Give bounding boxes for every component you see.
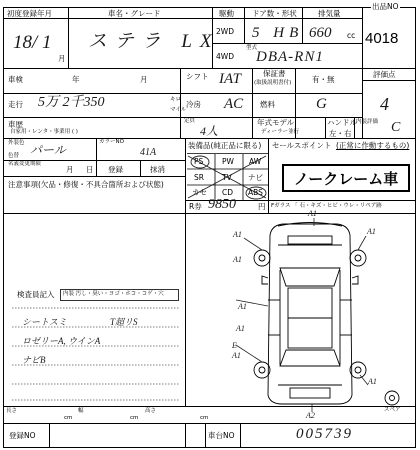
equipment-tv: TV: [222, 173, 232, 182]
damage-mark-left-rear: A1: [232, 351, 241, 360]
first-registration-label: 初度登録年月: [7, 9, 52, 18]
damage-mark-right-rear: A1: [368, 377, 377, 386]
lot-number-label: 出品NO: [372, 2, 399, 11]
shift-label: シフト: [186, 72, 209, 81]
registration-label: 登録: [108, 165, 123, 174]
notes-label: 注意事項(欠品・修復・不具合箇所および状態): [8, 180, 164, 189]
fuel-value: G: [316, 96, 327, 112]
width-cm-unit: cm: [130, 415, 139, 421]
color-change-label: 色替: [8, 153, 20, 159]
score-value: 4: [380, 94, 389, 114]
history-options: 自家用・レンタ・事業用 ( ): [10, 129, 78, 135]
recycle-ticket-value: 9850: [208, 197, 236, 212]
cancellation-label: 抹消: [150, 165, 165, 174]
interior-score-label: 内装評価: [356, 119, 379, 125]
equipment-label: 装備品(純正品に限る): [188, 141, 262, 150]
recycle-ticket-label: R券: [189, 202, 202, 211]
handle-label: ハンドル: [327, 118, 357, 127]
katashiki-label: 型式: [246, 45, 258, 51]
inspection-line-1: シートスミ: [22, 317, 67, 327]
damage-mark-front-left: A1: [233, 230, 242, 239]
name-change-month: 月: [66, 165, 74, 174]
displacement-value: 660: [309, 25, 332, 41]
color-number-value: 41A: [140, 147, 157, 158]
shaken-year-label: 年: [72, 75, 80, 84]
first-registration-month-unit: 月: [58, 54, 66, 63]
interior-score-value: C: [391, 120, 401, 135]
shift-value: IAT: [219, 71, 241, 87]
damage-mark-left-door: A1: [238, 302, 247, 311]
lot-number-value: 4018: [365, 30, 399, 47]
handle-value: 左・右: [329, 129, 352, 138]
equipment-aw: AW: [249, 157, 262, 166]
height-label: 高さ: [145, 408, 157, 414]
cc-unit: cc: [347, 31, 356, 40]
mileage-label: 走行: [8, 100, 23, 109]
chassis-number-value: 005739: [296, 426, 353, 442]
ac-value: AC: [224, 96, 244, 112]
model-grade-value: ステラ LX: [88, 31, 220, 52]
equipment-abs: ABS: [248, 188, 263, 197]
height-cm-unit: cm: [200, 415, 209, 421]
inspection-line-1-note: T超リS: [110, 317, 138, 327]
ac-label: 冷房: [186, 100, 201, 109]
damage-mark-left-rear-door: A1: [236, 324, 245, 333]
equipment-cassette: カセ: [192, 188, 207, 197]
dealer-parallel-label: ディーラー並行: [261, 129, 300, 135]
model-grade-label: 車名・グレード: [108, 9, 161, 18]
damage-mark-front-right: A1: [367, 227, 376, 236]
capacity-value: 4人: [200, 124, 219, 138]
displacement-label: 排気量: [318, 9, 341, 18]
warranty-sub-label: (取扱説明書付): [254, 80, 292, 86]
shaken-month-label: 月: [140, 75, 148, 84]
equipment-ps: PS: [194, 157, 204, 166]
no-claim-box: ノークレーム車: [282, 164, 410, 192]
drive-4wd: 4WD: [216, 52, 234, 61]
front-glass-label: Fガラス 「 石・キズ・ヒビ・ウレ・リペア跡: [271, 203, 382, 209]
spare-label: スペア: [384, 407, 401, 413]
color-number-label: カラーNO: [99, 139, 124, 145]
shaken-label: 車検: [8, 75, 23, 84]
sales-point-label: セールスポイント: [272, 141, 332, 150]
width-label: 幅: [78, 408, 84, 414]
year-model-label: 年式モデル: [257, 118, 295, 127]
equipment-pw: PW: [222, 157, 234, 166]
warranty-label: 保証書: [263, 69, 286, 78]
doors-shape-value: 5 HB: [252, 25, 304, 41]
equipment-sr: SR: [194, 173, 204, 182]
history-label: 車歴: [8, 120, 23, 129]
katashiki-value: DBA-RN1: [256, 49, 324, 65]
length-cm-unit: cm: [64, 415, 73, 421]
exterior-color-label: 外装色: [8, 140, 25, 146]
warranty-value: 有・無: [312, 75, 335, 84]
sales-point-note: (正常に作動するもの): [336, 141, 410, 150]
registration-number-label: 登録NO: [9, 431, 36, 440]
first-registration-value: 18/ 1: [13, 32, 52, 53]
damage-mark-rear: A2: [306, 411, 315, 420]
length-label: 長さ: [6, 408, 18, 414]
name-change-label: 名義変更期限: [8, 161, 42, 167]
recycle-ticket-unit: 円: [258, 202, 266, 211]
fuel-label: 燃料: [260, 100, 275, 109]
drive-label: 駆動: [219, 9, 234, 18]
doors-shape-label: ドア数・形状: [252, 9, 297, 18]
mileage-value: 5万 2千350: [38, 95, 105, 110]
name-change-day: 日: [86, 165, 94, 174]
score-label: 評価点: [373, 70, 396, 79]
mile-unit: マイル: [170, 107, 187, 113]
chassis-number-label: 車台NO: [208, 431, 235, 440]
drive-2wd: 2WD: [216, 27, 234, 36]
capacity-label: 定員: [184, 118, 196, 124]
exterior-color-value: パール: [30, 143, 66, 157]
km-unit: キロ: [170, 97, 182, 103]
damage-mark-left-e: E: [232, 341, 237, 350]
inspection-line-3: ナビB: [22, 355, 46, 365]
inspector-label: 検査員記入: [17, 290, 55, 299]
inspection-items: 内装 汚し・臭い・ヨゴ・ホコ・コゲ・穴: [63, 291, 164, 297]
inspection-line-2: ロゼリーA, ウインA: [22, 336, 101, 346]
damage-mark-left-wheel: A1: [233, 255, 242, 264]
damage-mark-front: A1: [308, 209, 317, 218]
equipment-cd: CD: [222, 188, 234, 197]
equipment-navi: ナビ: [248, 173, 263, 182]
